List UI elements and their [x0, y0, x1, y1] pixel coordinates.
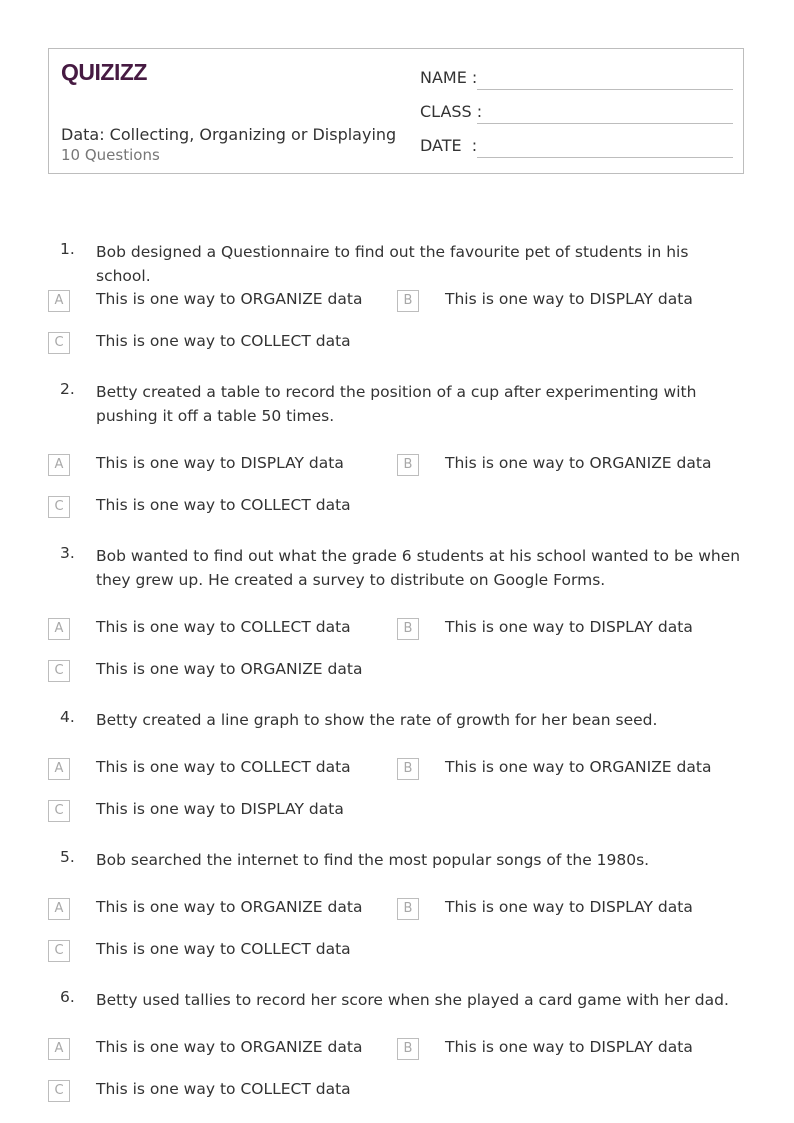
question-text: Betty used tallies to record her score when she played a card game with her dad.: [96, 991, 729, 1009]
option-a-text: This is one way to COLLECT data: [96, 618, 351, 636]
option-a-box[interactable]: A: [48, 898, 70, 920]
name-label: NAME :: [420, 68, 478, 87]
question-text: Bob designed a Questionnaire to find out the favourite pet of students in his school.: [96, 243, 689, 285]
question-number: 4.: [60, 708, 75, 726]
option-c-box[interactable]: C: [48, 332, 70, 354]
option-b-text: This is one way to ORGANIZE data: [445, 454, 712, 472]
class-line[interactable]: [477, 123, 733, 124]
option-c-text: This is one way to DISPLAY data: [96, 800, 344, 818]
option-c-box[interactable]: C: [48, 940, 70, 962]
option-c-text: This is one way to COLLECT data: [96, 332, 351, 350]
question-text: Betty created a line graph to show the rate of growth for her bean seed.: [96, 711, 658, 729]
option-c-text: This is one way to COLLECT data: [96, 940, 351, 958]
question-count: 10 Questions: [61, 146, 160, 164]
option-c-box[interactable]: C: [48, 800, 70, 822]
question-number: 2.: [60, 380, 75, 398]
option-c-text: This is one way to COLLECT data: [96, 1080, 351, 1098]
question-number: 5.: [60, 848, 75, 866]
question-text: Bob searched the internet to find the most popular songs of the 1980s.: [96, 851, 650, 869]
option-b-text: This is one way to ORGANIZE data: [445, 758, 712, 776]
date-label: DATE :: [420, 136, 478, 155]
option-b-box[interactable]: B: [397, 1038, 419, 1060]
option-b-text: This is one way to DISPLAY data: [445, 618, 693, 636]
class-label: CLASS :: [420, 102, 483, 121]
name-line[interactable]: [477, 89, 733, 90]
option-c-box[interactable]: C: [48, 496, 70, 518]
option-b-box[interactable]: B: [397, 290, 419, 312]
question-number: 3.: [60, 544, 75, 562]
option-a-text: This is one way to ORGANIZE data: [96, 1038, 363, 1056]
question-number: 6.: [60, 988, 75, 1006]
option-a-box[interactable]: A: [48, 758, 70, 780]
option-a-box[interactable]: A: [48, 290, 70, 312]
option-a-box[interactable]: A: [48, 1038, 70, 1060]
option-a-text: This is one way to DISPLAY data: [96, 454, 344, 472]
quizizz-logo: QUIZIZZ: [61, 59, 147, 85]
option-c-text: This is one way to COLLECT data: [96, 496, 351, 514]
option-c-box[interactable]: C: [48, 1080, 70, 1102]
option-a-text: This is one way to ORGANIZE data: [96, 898, 363, 916]
question-number: 1.: [60, 240, 75, 258]
option-c-text: This is one way to ORGANIZE data: [96, 660, 363, 678]
worksheet-header: [48, 48, 744, 174]
option-b-box[interactable]: B: [397, 618, 419, 640]
question-text: Betty created a table to record the position of a cup after experimenting with pushing it off a table 50 times.: [96, 383, 697, 425]
date-line[interactable]: [477, 157, 733, 158]
option-b-box[interactable]: B: [397, 898, 419, 920]
worksheet-title: Data: Collecting, Organizing or Displaying: [61, 125, 397, 144]
option-b-text: This is one way to DISPLAY data: [445, 898, 693, 916]
option-b-box[interactable]: B: [397, 758, 419, 780]
option-a-text: This is one way to COLLECT data: [96, 758, 351, 776]
option-b-text: This is one way to DISPLAY data: [445, 1038, 693, 1056]
option-b-box[interactable]: B: [397, 454, 419, 476]
option-b-text: This is one way to DISPLAY data: [445, 290, 693, 308]
option-a-box[interactable]: A: [48, 454, 70, 476]
option-c-box[interactable]: C: [48, 660, 70, 682]
question-text: Bob wanted to find out what the grade 6 students at his school wanted to be when they grew up. He created a survey to distribute on Google Forms.: [96, 547, 741, 589]
option-a-text: This is one way to ORGANIZE data: [96, 290, 363, 308]
option-a-box[interactable]: A: [48, 618, 70, 640]
